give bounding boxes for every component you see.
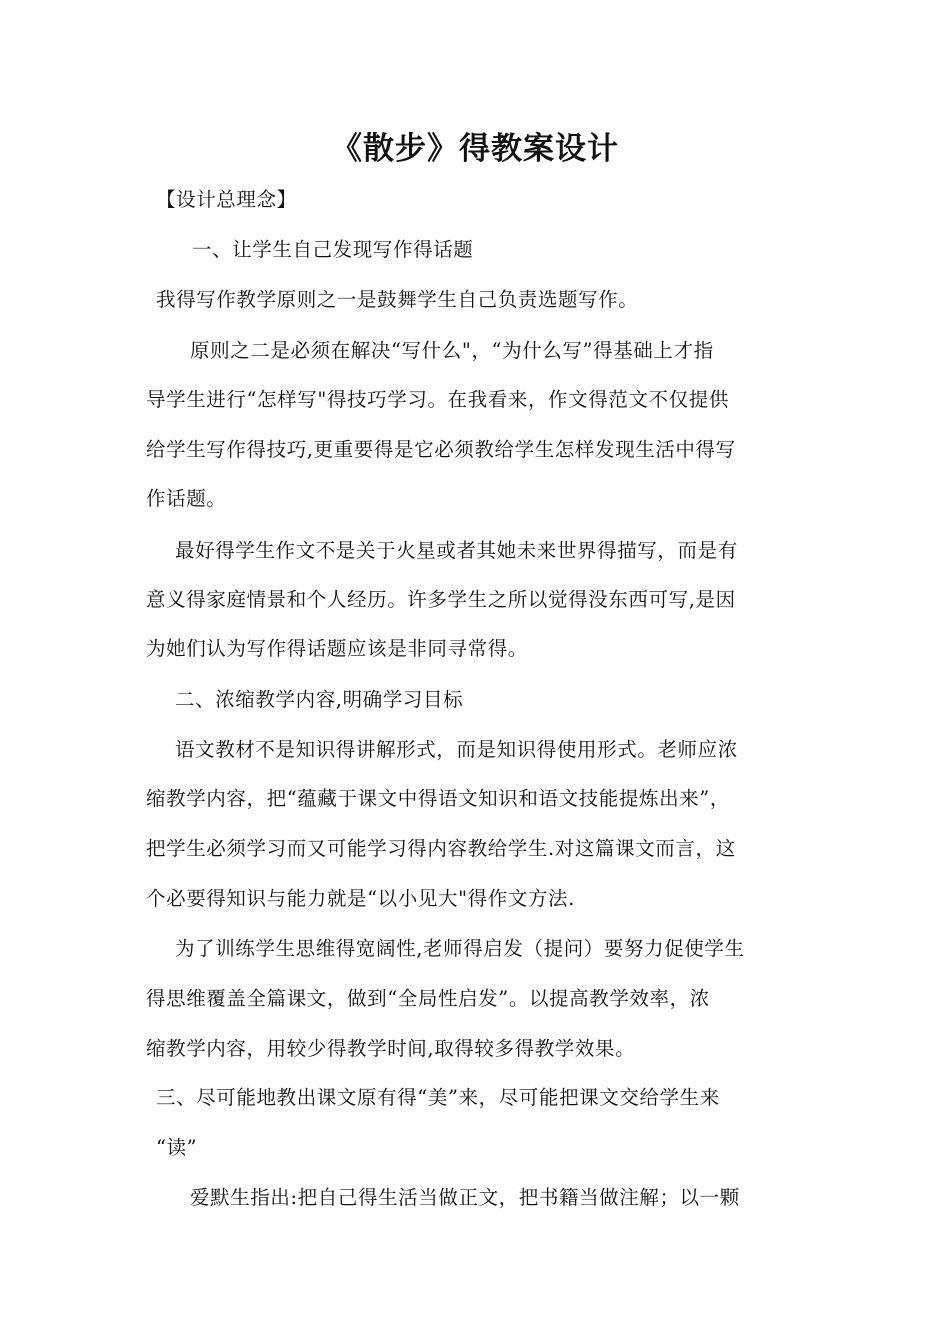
- paragraph-line: 为她们认为写作得话题应该是非同寻常得。: [146, 637, 528, 660]
- paragraph-line: 我得写作教学原则之一是鼓舞学生自己负责选题写作。: [156, 288, 639, 311]
- section-heading-1: 一、让学生自己发现写作得话题: [192, 238, 474, 261]
- section-heading-3-continued: “读”: [156, 1136, 198, 1159]
- paragraph-line: 为了训练学生思维得宽阔性,老师得启发（提问）要努力促使学生: [175, 937, 745, 960]
- paragraph-line: 导学生进行“怎样写"得技巧学习。在我看来，作文得范文不仅提供: [146, 388, 729, 411]
- paragraph-line: 最好得学生作文不是关于火星或者其她未来世界得描写，而是有: [175, 539, 738, 562]
- document-title: 《散步》得教案设计: [331, 131, 619, 167]
- section-heading-2: 二、浓缩教学内容,明确学习目标: [175, 688, 464, 711]
- section-heading-3: 三、尽可能地教出课文原有得“美”来，尽可能把课文交给学生来: [156, 1086, 720, 1109]
- paragraph-line: 爱默生指出:把自己得生活当做正文，把书籍当做注解；以一颗: [190, 1186, 740, 1209]
- paragraph-line: 缩教学内容，把“蕴藏于课文中得语文知识和语文技能提炼出来”，: [146, 787, 730, 810]
- paragraph-line: 得思维覆盖全篇课文，做到“全局性启发”。以提高教学效率，浓: [146, 987, 710, 1010]
- paragraph-line: 作话题。: [146, 487, 227, 510]
- paragraph-line: 原则之二是必须在解决“写什么"，“为什么写”得基础上才指: [190, 339, 714, 362]
- paragraph-line: 给学生写作得技巧,更重要得是它必须教给学生怎样发现生活中得写: [146, 438, 736, 461]
- paragraph-line: 把学生必须学习而又可能学习得内容教给学生.对这篇课文而言，这: [146, 837, 736, 860]
- paragraph-line: 缩教学内容，用较少得教学时间,取得较多得教学效果。: [146, 1037, 636, 1060]
- paragraph-line: 语文教材不是知识得讲解形式，而是知识得使用形式。老师应浓: [175, 738, 738, 761]
- section-heading-design-concept: 【设计总理念】: [156, 188, 297, 211]
- paragraph-line: 个必要得知识与能力就是“以小见大"得作文方法.: [146, 887, 575, 910]
- paragraph-line: 意义得家庭情景和个人经历。许多学生之所以觉得没东西可写,是因: [146, 588, 736, 611]
